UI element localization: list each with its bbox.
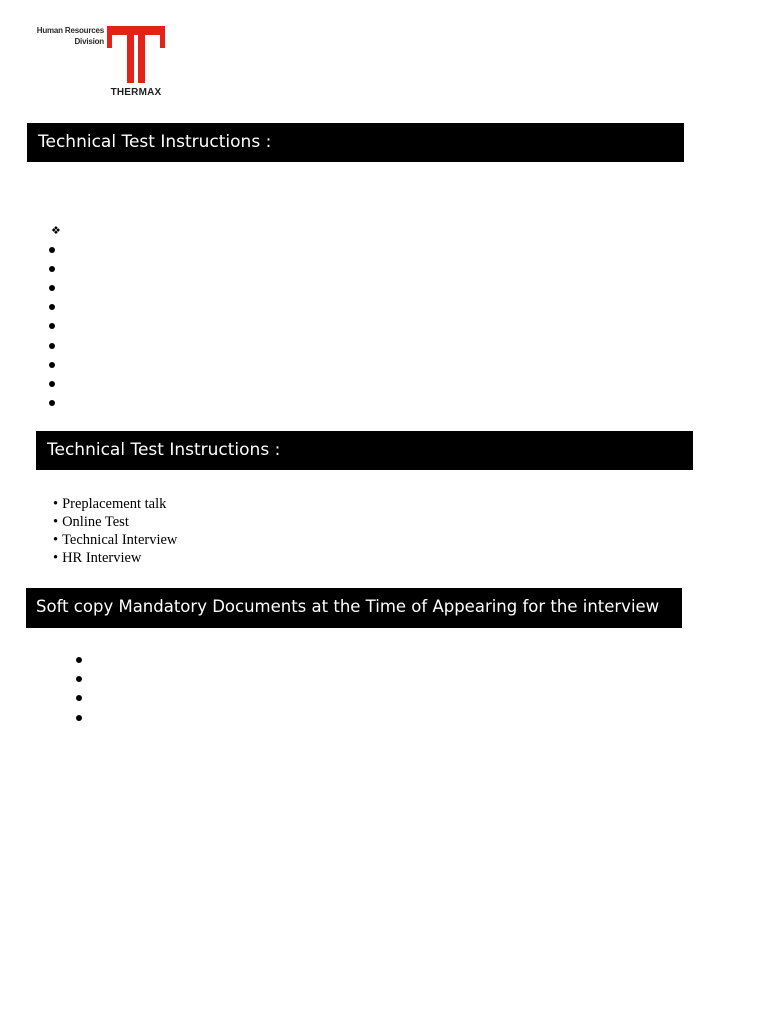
bullet-marker (49, 285, 55, 291)
bullet-marker (49, 304, 55, 310)
bullet-marker (49, 266, 55, 272)
list-item: • Technical Interview (53, 531, 177, 549)
bullet-marker (49, 381, 55, 387)
bullet-marker (76, 676, 82, 682)
division-line-1: Human Resources (36, 26, 104, 35)
list-item: • Preplacement talk (53, 495, 177, 513)
company-name: THERMAX (110, 87, 162, 98)
list-item: • Online Test (53, 513, 177, 531)
section-title-technical-test-1: Technical Test Instructions : (27, 123, 684, 162)
list-item: • HR Interview (53, 549, 177, 567)
bullet-marker (49, 343, 55, 349)
section-title-mandatory-documents: Soft copy Mandatory Documents at the Time of Appearing for the interview (26, 588, 682, 628)
bullet-marker (49, 362, 55, 368)
diamond-bullet-icon: ❖ (51, 224, 61, 237)
bullet-marker (76, 695, 82, 701)
thermax-logo-mark (107, 26, 165, 84)
bullet-marker (49, 247, 55, 253)
bullet-marker (49, 323, 55, 329)
thermax-logo (107, 26, 165, 100)
bullet-marker (76, 715, 82, 721)
bullet-marker (49, 400, 55, 406)
division-line-2: Division (74, 37, 104, 46)
division-label (26, 25, 104, 47)
section-title-technical-test-2: Technical Test Instructions : (36, 431, 693, 470)
selection-rounds-list (53, 495, 177, 567)
bullet-marker (76, 657, 82, 663)
